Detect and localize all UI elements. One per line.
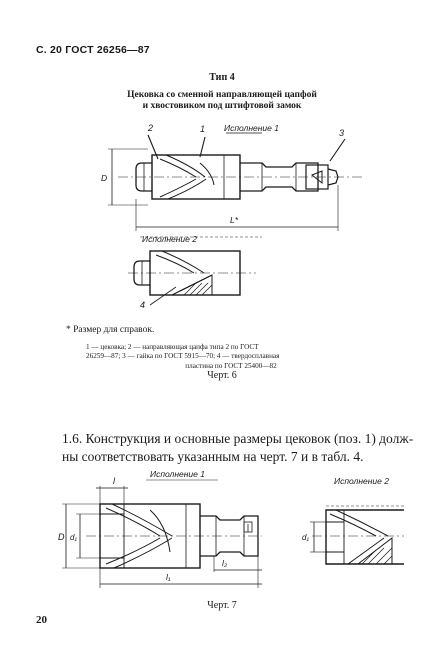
pos-3-label: 3 xyxy=(339,128,345,138)
pos-2-label: 2 xyxy=(148,123,154,133)
variant-2-label: Исполнение 2 xyxy=(142,234,197,244)
carbide-insert-hatch xyxy=(184,283,212,295)
paragraph-line: 1.6. Конструкция и основные размеры цековок (поз. 1) долж- xyxy=(62,431,414,446)
dim-l2-label: l₂ xyxy=(222,558,228,568)
figure-6-drawing xyxy=(0,115,444,320)
figure-6-caption: Черт. 6 xyxy=(207,370,237,381)
leader-3 xyxy=(330,139,345,161)
caption-line-2: и хвостовиком под штифтовой замок xyxy=(142,101,302,111)
figure-7-drawing xyxy=(0,466,444,598)
dim-L-label: L* xyxy=(230,215,239,225)
legend-line: пластина по ГОСТ 25400—82 xyxy=(185,361,277,370)
legend-line: 1 — цековка; 2 — направляющая цапфа типа 2 по ГОСТ xyxy=(86,343,259,351)
footnote-reference: * Размер для справок. xyxy=(66,325,155,335)
dim-l-label: l xyxy=(113,476,115,486)
caption-line-1: Цековка со сменной направляющей цапфой xyxy=(127,90,317,100)
variant-1-label: Исполнение 1 xyxy=(224,123,279,133)
figure-7-caption: Черт. 7 xyxy=(207,600,237,611)
variant-1-label: Исполнение 1 xyxy=(150,469,205,479)
paragraph-line: ны соответствовать указанным на черт. 7 и в табл. 4. xyxy=(62,449,364,464)
leader-1 xyxy=(200,137,205,157)
section-1-6-paragraph xyxy=(62,430,418,466)
dim-l1-label: l₁ xyxy=(166,572,171,582)
variant-2-label: Исполнение 2 xyxy=(334,476,389,486)
leader-4 xyxy=(150,287,176,305)
dim-D-label: D xyxy=(101,173,108,183)
dim-d1-variant2-label: d₁ xyxy=(302,533,309,542)
page-number: 20 xyxy=(36,614,47,626)
page-header: С. 20 ГОСТ 26256—87 xyxy=(36,44,150,56)
legend-line: 26259—87; 3 — гайка по ГОСТ 5915—70; 4 — твердосплавная xyxy=(86,352,280,361)
figure-6-legend xyxy=(86,343,376,371)
pos-4-label: 4 xyxy=(140,300,146,310)
type-title: Тип 4 xyxy=(209,72,235,83)
dim-d1-label: d₁ xyxy=(70,533,77,542)
dim-D-label: D xyxy=(58,532,65,542)
pos-1-label: 1 xyxy=(200,124,206,134)
